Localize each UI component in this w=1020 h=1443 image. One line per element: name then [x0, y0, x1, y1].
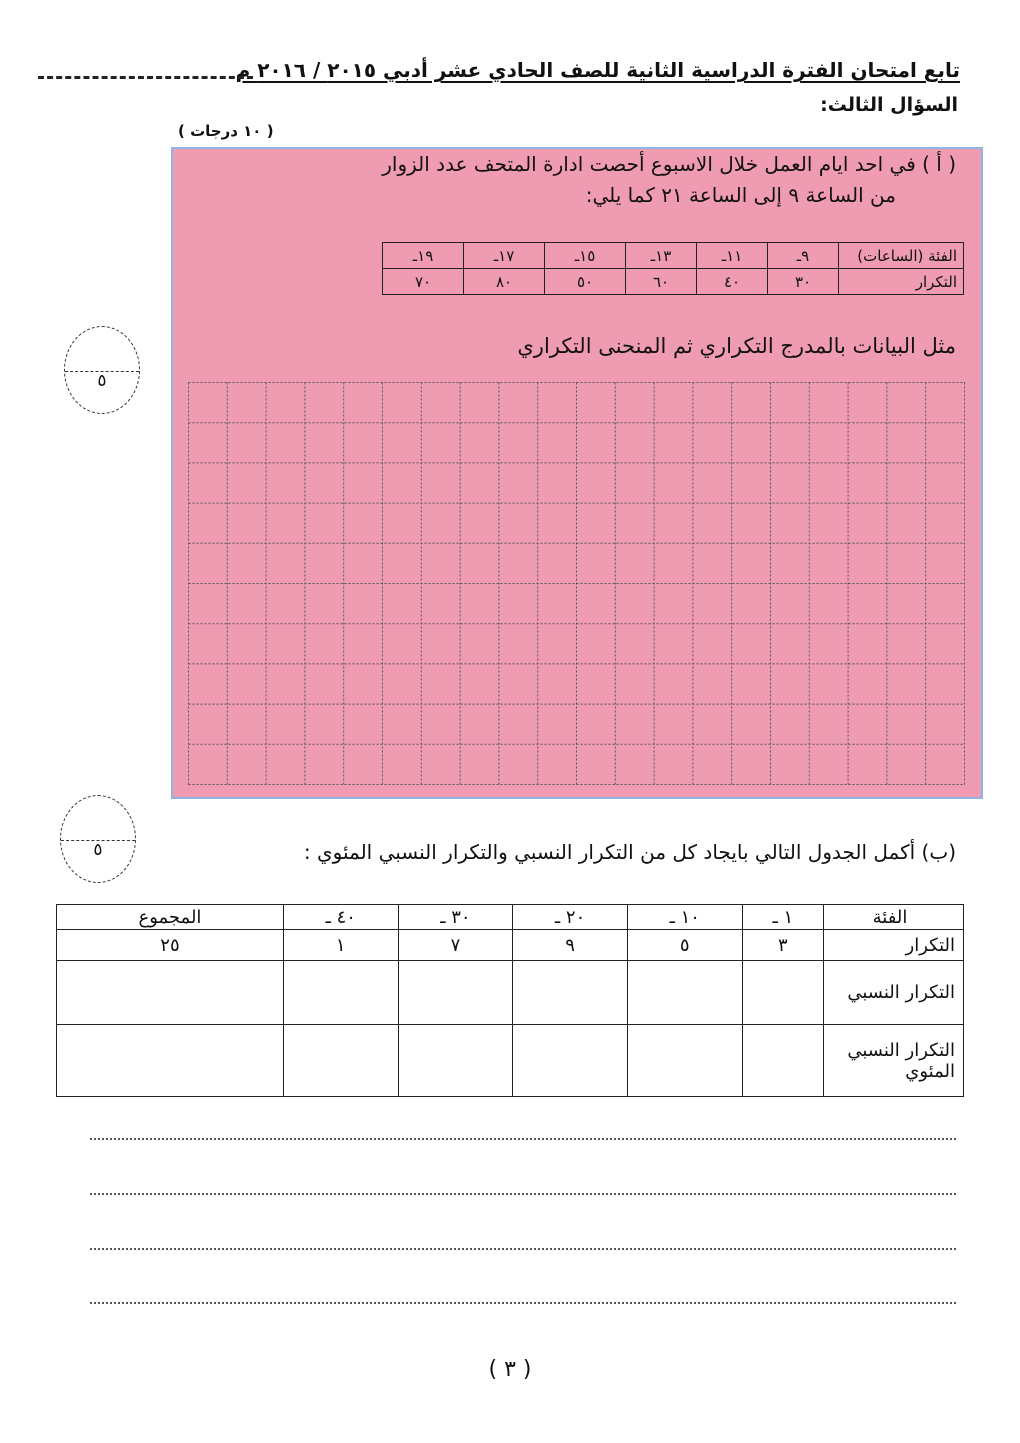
- part-b-instruction: (ب) أكمل الجدول التالي بايجاد كل من التكرار النسبي والتكرار النسبي المئوي :: [303, 840, 956, 864]
- part-a-line-1: ( أ ) في احد ايام العمل خلال الاسبوع أحصت ادارة المتحف عدد الزوار: [382, 152, 956, 176]
- frequency-cell: ٥: [627, 930, 742, 961]
- class-cell: ١٣ـ: [626, 243, 697, 269]
- frequency-cell: ١: [283, 930, 398, 961]
- answer-cell[interactable]: [398, 1025, 513, 1097]
- page-number: ( ٣ ): [488, 1357, 532, 1382]
- answer-cell[interactable]: [513, 961, 628, 1025]
- part-b-score: ٥: [93, 840, 103, 860]
- total-header-cell: المجموع: [57, 905, 284, 930]
- frequency-cell: ٨٠: [464, 269, 545, 295]
- table-row: [57, 930, 964, 961]
- exam-header-title: تابع امتحان الفترة الدراسية الثانية للصف الحادي عشر أدبي ٢٠١٥ / ٢٠١٦ م: [235, 58, 960, 82]
- part-b-score-circle: [60, 795, 136, 883]
- percent-relative-frequency-header-cell: [824, 1025, 964, 1097]
- table-row: [57, 961, 964, 1025]
- table-row: [383, 269, 964, 295]
- answer-dotted-line[interactable]: [90, 1138, 956, 1140]
- question-title: السؤال الثالث:: [820, 94, 958, 116]
- graph-paper-grid: [188, 382, 966, 786]
- frequency-total-cell: ٢٥: [57, 930, 284, 961]
- class-cell: ١٠ ـ: [627, 905, 742, 930]
- relative-frequency-header-cell: التكرار النسبي: [824, 961, 964, 1025]
- class-cell: ٤٠ ـ: [283, 905, 398, 930]
- class-cell: ٩ـ: [768, 243, 839, 269]
- class-header-cell: الفئة: [824, 905, 964, 930]
- class-header-cell: الفئة (الساعات): [839, 243, 964, 269]
- part-a-score-circle: [64, 326, 140, 414]
- answer-dotted-line[interactable]: [90, 1302, 956, 1304]
- class-cell: ٢٠ ـ: [513, 905, 628, 930]
- frequency-cell: ٩: [513, 930, 628, 961]
- class-cell: ١٥ـ: [545, 243, 626, 269]
- header-dashed-line: [38, 76, 253, 79]
- part-a-instruction: مثل البيانات بالمدرج التكراري ثم المنحنى التكراري: [517, 334, 956, 358]
- visitors-frequency-table: [382, 242, 964, 295]
- header-line-1: التكرار النسبي: [847, 1039, 955, 1061]
- part-a-score: ٥: [97, 371, 107, 391]
- frequency-cell: ٧٠: [383, 269, 464, 295]
- answer-cell[interactable]: [283, 1025, 398, 1097]
- table-row: [57, 905, 964, 930]
- header-line-2: المئوي: [905, 1060, 955, 1082]
- answer-dotted-line[interactable]: [90, 1193, 956, 1195]
- part-a-line-2: من الساعة ٩ إلى الساعة ٢١ كما يلي:: [585, 183, 896, 207]
- answer-cell[interactable]: [283, 961, 398, 1025]
- answer-cell[interactable]: [57, 961, 284, 1025]
- answer-cell[interactable]: [57, 1025, 284, 1097]
- answer-cell[interactable]: [742, 961, 823, 1025]
- class-cell: ١٩ـ: [383, 243, 464, 269]
- frequency-cell: ٣: [742, 930, 823, 961]
- frequency-cell: ٥٠: [545, 269, 626, 295]
- relative-frequency-table: [56, 904, 964, 1097]
- answer-dotted-line[interactable]: [90, 1248, 956, 1250]
- class-cell: ٣٠ ـ: [398, 905, 513, 930]
- answer-cell[interactable]: [627, 1025, 742, 1097]
- frequency-header-cell: التكرار: [839, 269, 964, 295]
- class-cell: ١ ـ: [742, 905, 823, 930]
- answer-cell[interactable]: [627, 961, 742, 1025]
- answer-cell[interactable]: [398, 961, 513, 1025]
- answer-cell[interactable]: [742, 1025, 823, 1097]
- table-row: [383, 243, 964, 269]
- frequency-cell: ٣٠: [768, 269, 839, 295]
- question-marks: ( ١٠ درجات ): [178, 122, 274, 140]
- frequency-cell: ٦٠: [626, 269, 697, 295]
- frequency-header-cell: التكرار: [824, 930, 964, 961]
- frequency-cell: ٤٠: [697, 269, 768, 295]
- part-a-question-text: [236, 149, 956, 211]
- class-cell: ١١ـ: [697, 243, 768, 269]
- table-row: [57, 1025, 964, 1097]
- frequency-cell: ٧: [398, 930, 513, 961]
- answer-cell[interactable]: [513, 1025, 628, 1097]
- class-cell: ١٧ـ: [464, 243, 545, 269]
